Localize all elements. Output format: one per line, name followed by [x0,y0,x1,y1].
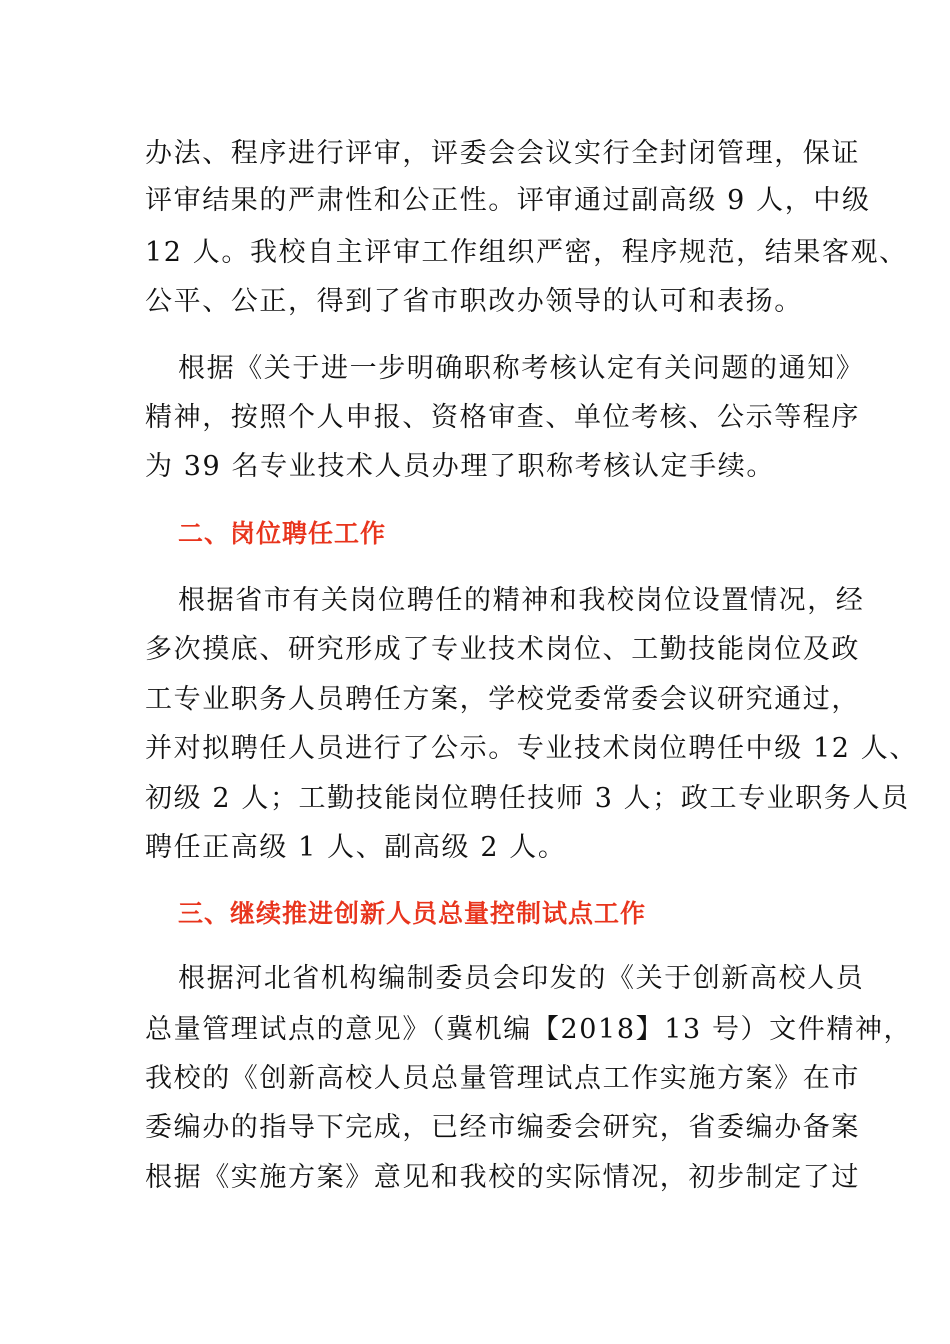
para4-line-5: 根据《实施方案》意见和我校的实际情况，初步制定了过 [145,1162,860,1193]
para3-line-3: 工专业职务人员聘任方案，学校党委常委会议研究通过， [145,684,860,715]
para1-line-1: 办法、程序进行评审，评委会会议实行全封闭管理，保证 [145,138,860,169]
para4-line-1: 根据河北省机构编制委员会印发的《关于创新高校人员 [178,963,865,994]
para3-line-2: 多次摸底、研究形成了专业技术岗位、工勤技能岗位及政 [145,634,860,665]
para4-line-2: 总量管理试点的意见》（冀机编【2018】13 号）文件精神， [145,1014,913,1045]
para4-line-3: 我校的《创新高校人员总量管理试点工作实施方案》在市 [145,1063,860,1094]
para3-line-4: 并对拟聘任人员进行了公示。专业技术岗位聘任中级 12 人、 [145,733,918,764]
section-heading-3: 三、继续推进创新人员总量控制试点工作 [178,899,647,928]
para1-line-3: 12 人。我校自主评审工作组织严密，程序规范，结果客观、 [145,237,908,268]
para1-line-4: 公平、公正，得到了省市职改办领导的认可和表扬。 [145,286,803,317]
para4-line-4: 委编办的指导下完成，已经市编委会研究，省委编办备案 [145,1112,860,1143]
para2-line-2: 精神，按照个人申报、资格审查、单位考核、公示等程序 [145,402,860,433]
para2-line-3: 为 39 名专业技术人员办理了职称考核认定手续。 [145,451,775,482]
section-heading-2: 二、岗位聘任工作 [178,519,387,548]
para3-line-5: 初级 2 人；工勤技能岗位聘任技师 3 人；政工专业职务人员 [145,783,910,814]
para1-line-2: 评审结果的严肃性和公正性。评审通过副高级 9 人，中级 [145,185,871,216]
para3-line-6: 聘任正高级 1 人、副高级 2 人。 [145,832,567,863]
para3-line-1: 根据省市有关岗位聘任的精神和我校岗位设置情况，经 [178,585,865,616]
para2-line-1: 根据《关于进一步明确职称考核认定有关问题的通知》 [178,353,865,384]
